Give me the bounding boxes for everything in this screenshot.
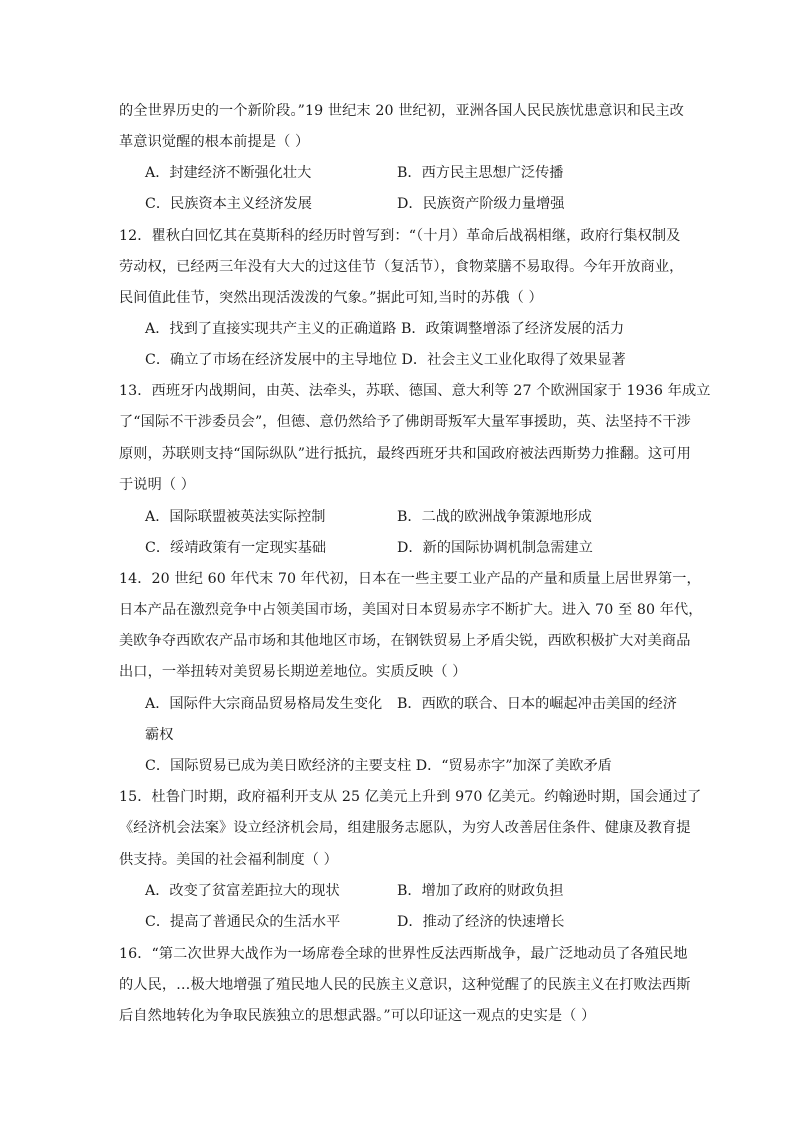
question-12-text-line-2: 劳动权，已经两三年没有大大的过这佳节（复活节），食物菜膳不易取得。今年开放商业，: [119, 259, 684, 275]
question-14-text-line-4: 出口，一举扭转对美贸易长期逆差地位。实质反映（ ）: [119, 664, 467, 680]
question-16-text-line-3: 后自然地转化为争取民族独立的思想武器。”可以印证这一观点的史实是（ ）: [119, 1008, 596, 1024]
question-13-text-line-1: 13．西班牙内战期间，由英、法牵头，苏联、德国、意大利等 27 个欧洲国家于 1936 年成立: [119, 383, 711, 399]
question-11-option-a: A．封建经济不断强化壮大: [145, 165, 312, 181]
question-16-text-line-1: 16．“第二次世界大战作为一场席卷全球的世界性反法西斯战争，最广泛地动员了各殖民地: [119, 946, 688, 962]
question-11-option-d: D．民族资产阶级力量增强: [397, 196, 565, 212]
question-11-text-line-2: 革意识觉醒的根本前提是（ ）: [119, 134, 310, 150]
question-13-text-line-3: 原则，苏联则支持“国际纵队”进行抵抗，最终西班牙共和国政府被法西斯势力推翻。这可用: [119, 446, 691, 462]
question-15-option-d: D．推动了经济的快速增长: [397, 914, 565, 930]
question-14-option-b: B．西欧的联合、日本的崛起冲击美国的经济: [397, 696, 677, 712]
question-13-option-a: A．国际联盟被英法实际控制: [145, 509, 326, 525]
question-14-text-line-2: 日本产品在激烈竞争中占领美国市场，美国对日本贸易赤字不断扩大。进入 70 至 80 年代，: [119, 602, 703, 618]
question-14-text-line-1: 14．20 世纪 60 年代末 70 年代初，日本在一些主要工业产品的产量和质量上居世界第一，: [119, 571, 701, 587]
question-12-option-ab-text: A．找到了直接实现共产主义的正确道路 B．政策调整增添了经济发展的活力: [145, 321, 625, 337]
question-14-option-a: A．国际件大宗商品贸易格局发生变化: [145, 696, 383, 712]
question-11-option-c: C．民族资本主义经济发展: [145, 196, 312, 212]
question-14-text-line-3: 美欧争夺西欧农产品市场和其他地区市场，在钢铁贸易上矛盾尖锐，西欧积极扩大对美商品: [119, 633, 691, 649]
question-13-option-c: C．绥靖政策有一定现实基础: [145, 540, 327, 556]
question-15-option-a: A．改变了贫富差距拉大的现状: [145, 883, 340, 899]
question-15-option-c: C．提高了普通民众的生活水平: [145, 914, 341, 930]
question-11-text-line-1: 的全世界历史的一个新阶段。”19 世纪末 20 世纪初，亚洲各国人民民族忧患意识和民主改: [119, 103, 684, 119]
question-15-text-line-2: 《经济机会法案》设立经济机会局，组建服务志愿队，为穷人改善居住条件、健康及教育提: [119, 820, 691, 836]
question-13-text-line-4: 于说明（ ）: [119, 477, 196, 493]
question-15-option-b: B．增加了政府的财政负担: [397, 883, 564, 899]
question-13-text-line-2: 了“国际不干涉委员会”，但德、意仍然给予了佛朗哥叛军大量军事援助，英、法坚持不干涉: [119, 414, 691, 430]
question-12-text-line-3: 民间值此佳节，突然出现活泼泼的气象。”据此可知,当时的苏俄（ ）: [119, 290, 543, 306]
question-15-text-line-1: 15．杜鲁门时期，政府福利开支从 25 亿美元上升到 970 亿美元。约翰逊时期，国会通过了: [119, 789, 702, 805]
question-12-option-cd-text: C．确立了市场在经济发展中的主导地位 D．社会主义工业化取得了效果显著: [145, 352, 626, 368]
question-15-text-line-3: 供支持。美国的社会福利制度（ ）: [119, 852, 338, 868]
question-13-option-b: B．二战的欧洲战争策源地形成: [397, 509, 592, 525]
question-11-option-b: B．西方民主思想广泛传播: [397, 165, 564, 181]
question-14-option-cd-text: C．国际贸易已成为美日欧经济的主要支柱 D．“贸易赤字”加深了美欧矛盾: [145, 758, 612, 774]
question-14-option-b-wrap: 霸权: [145, 727, 174, 743]
question-12-text-line-1: 12．瞿秋白回忆其在莫斯科的经历时曾写到：“（十月）革命后战祸相继，政府行集权制及: [119, 228, 681, 244]
question-13-option-d: D．新的国际协调机制急需建立: [397, 540, 593, 556]
question-16-text-line-2: 的人民，…极大地增强了殖民地人民的民族主义意识，这种觉醒了的民族主义在打败法西斯: [119, 977, 691, 993]
